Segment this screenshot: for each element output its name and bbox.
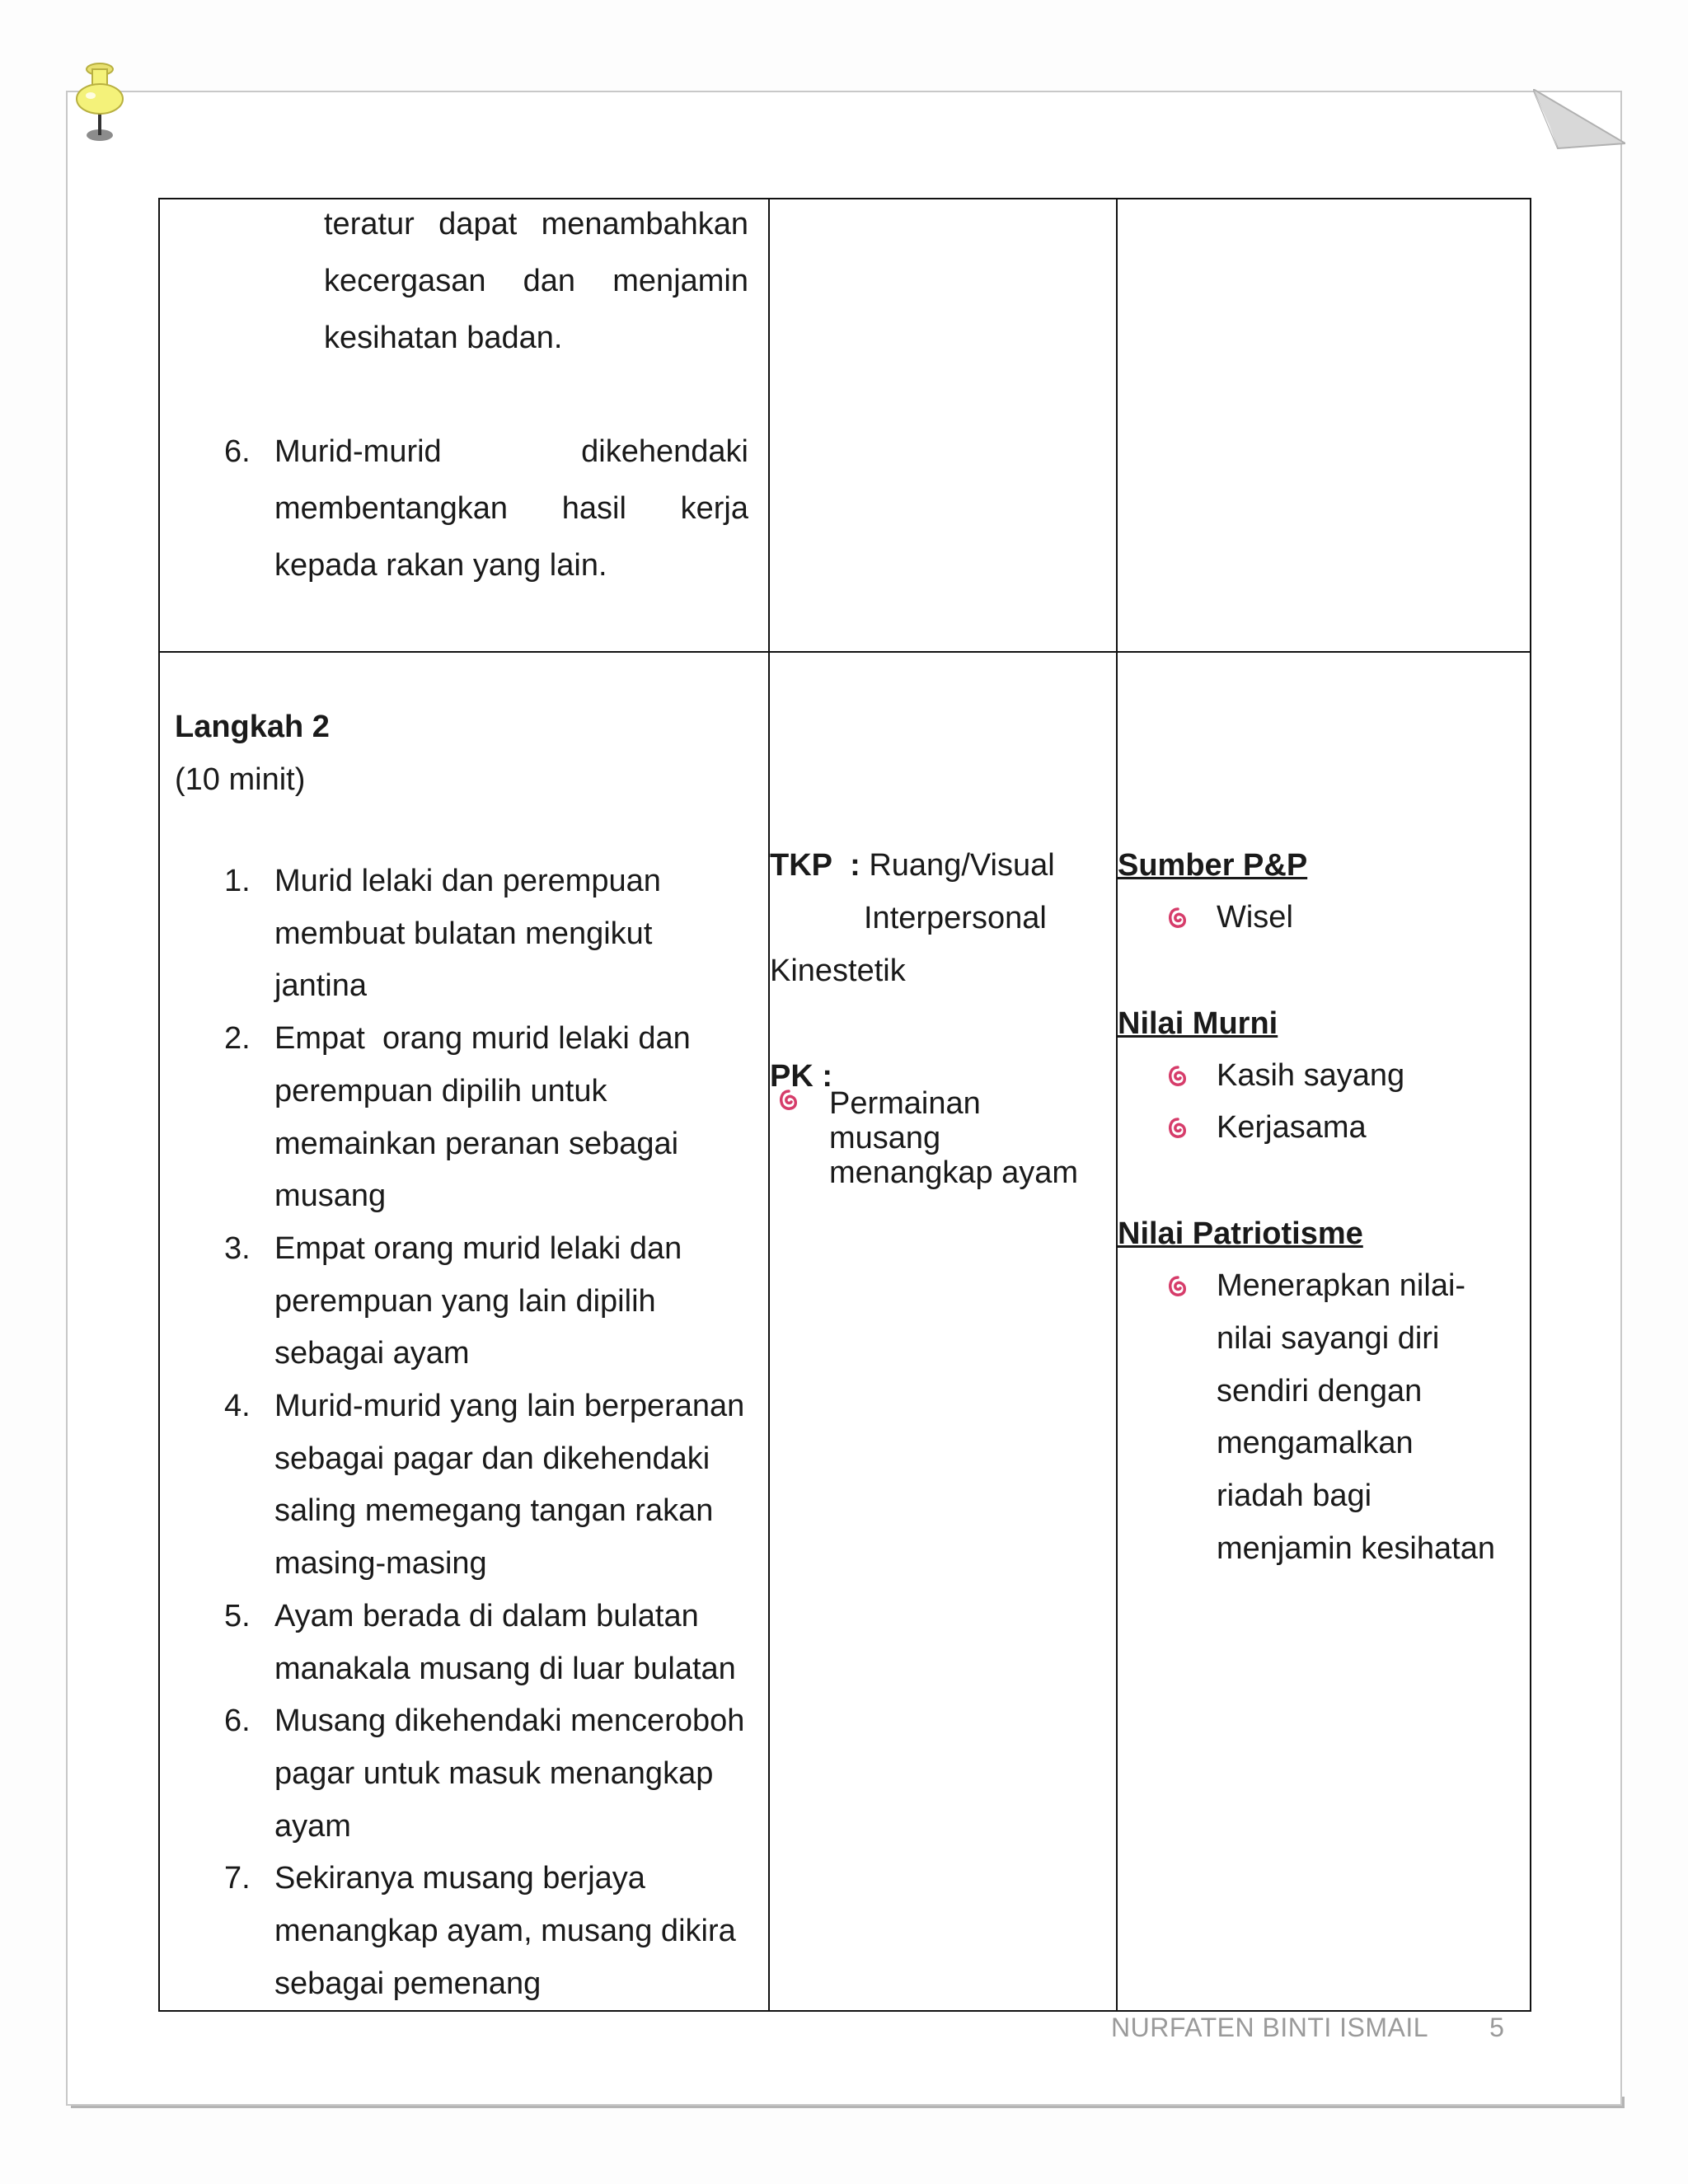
item-line: membentangkan hasil kerja — [274, 491, 748, 526]
item-line: sendiri dengan — [1217, 1373, 1423, 1408]
lesson-plan-table — [158, 198, 1531, 2012]
item-line: Murid-murid dikehendaki — [274, 434, 748, 469]
item-line: kepada rakan yang lain. — [274, 548, 607, 583]
item-text: Wisel — [1217, 900, 1293, 935]
continuation-line: kecergasan dan menjamin — [324, 264, 748, 298]
item-number: 5. — [224, 1598, 251, 1633]
list-item — [160, 1380, 768, 1591]
list-item — [160, 424, 768, 594]
steps-list — [160, 855, 768, 2010]
resources-cell — [1117, 199, 1531, 652]
item-text: Kasih sayang — [1217, 1057, 1405, 1093]
item-line: musang — [274, 1179, 387, 1214]
page-number: 5 — [1489, 2013, 1505, 2042]
item-number: 4. — [224, 1389, 251, 1424]
item-line: pagar untuk masuk menangkap — [274, 1755, 714, 1791]
item-number: 1. — [224, 864, 251, 898]
item-number: 3. — [224, 1230, 251, 1266]
swirl-bullet-icon — [1167, 1274, 1189, 1299]
list-item — [1118, 1260, 1530, 1575]
item-line: Menerapkan nilai- — [1217, 1268, 1466, 1304]
list-item — [1118, 1102, 1530, 1155]
list-item — [160, 1013, 768, 1223]
step-title: Langkah 2 — [175, 710, 330, 744]
item-line: membuat bulatan mengikut jantina — [274, 916, 653, 1004]
list-item — [770, 1086, 1116, 1190]
tkp-colon: : — [850, 848, 860, 883]
notes-cell — [769, 652, 1117, 2011]
list-item — [160, 1591, 768, 1695]
footer-author: NURFATEN BINTI ISMAIL — [1111, 2013, 1429, 2042]
pk-label: PK : — [770, 1059, 832, 1094]
nilai-murni-heading: Nilai Murni — [1118, 1005, 1278, 1041]
item-line: mengamalkan — [1217, 1426, 1414, 1461]
sumber-heading: Sumber P&P — [1118, 848, 1308, 883]
item-line: sebagai ayam — [274, 1336, 470, 1371]
item-line: perempuan dipilih untuk — [274, 1073, 607, 1108]
activity-cell — [159, 652, 769, 2011]
item-line: sebagai pemenang — [274, 1966, 542, 2001]
pk-line: Permainan — [829, 1086, 981, 1121]
tkp-value: Interpersonal — [864, 901, 1047, 935]
swirl-bullet-icon — [1167, 1064, 1189, 1089]
item-line: Sekiranya musang berjaya — [274, 1861, 645, 1896]
item-number: 6. — [224, 1704, 251, 1739]
item-line: Ayam berada di dalam bulatan — [274, 1598, 699, 1633]
patriotisme-heading: Nilai Patriotisme — [1118, 1216, 1363, 1252]
resources-cell — [1117, 652, 1531, 2011]
item-text: Kerjasama — [1217, 1110, 1367, 1146]
step-duration: (10 minit) — [175, 762, 306, 797]
item-number: 2. — [224, 1021, 251, 1057]
pk-line: musang — [829, 1121, 941, 1155]
pk-line: menangkap ayam — [829, 1155, 1079, 1190]
item-line: nilai sayangi diri — [1217, 1320, 1440, 1356]
page-footer — [1111, 2013, 1504, 2043]
list-item — [160, 1223, 768, 1380]
item-line: menjamin kesihatan — [1217, 1530, 1495, 1566]
list-item — [1118, 1050, 1530, 1103]
item-number: 7. — [224, 1861, 251, 1896]
item-line: manakala musang di luar bulatan — [274, 1651, 736, 1686]
table-row — [159, 199, 1531, 652]
item-line: ayam — [274, 1808, 351, 1844]
item-line: Musang dikehendaki menceroboh — [274, 1704, 745, 1739]
swirl-bullet-icon — [1167, 1116, 1189, 1141]
page-fold-corner — [1533, 89, 1625, 155]
list-item — [160, 855, 768, 1013]
continuation-line: kesihatan badan. — [324, 321, 563, 355]
list-item — [1118, 892, 1530, 944]
tkp-value: Ruang/Visual — [869, 848, 1055, 883]
table-row — [159, 652, 1531, 2011]
item-line: sebagai pagar dan dikehendaki — [274, 1441, 710, 1476]
item-line: memainkan peranan sebagai — [274, 1126, 679, 1161]
tkp-block — [770, 839, 1116, 997]
swirl-bullet-icon — [778, 1088, 799, 1113]
list-item — [160, 1695, 768, 1853]
tkp-value: Kinestetik — [770, 954, 906, 988]
item-line: saling memegang tangan rakan — [274, 1493, 714, 1529]
item-line: perempuan yang lain dipilih — [274, 1283, 656, 1319]
item-line: riadah bagi — [1217, 1478, 1372, 1513]
activity-cell — [159, 199, 769, 652]
list-item — [160, 1853, 768, 2010]
notes-cell — [769, 199, 1117, 652]
item-line: masing-masing — [274, 1546, 487, 1582]
pushpin-icon — [73, 61, 127, 143]
item-line: menangkap ayam, musang dikira — [274, 1914, 736, 1949]
swirl-bullet-icon — [1167, 906, 1189, 930]
item-line: Murid-murid yang lain berperanan — [274, 1389, 745, 1424]
item-line: Empat orang murid lelaki dan — [274, 1021, 691, 1057]
tkp-label: TKP — [770, 848, 832, 883]
continuation-line: teratur dapat menambahkan — [324, 207, 748, 241]
item-line: Murid lelaki dan perempuan — [274, 864, 661, 898]
item-number: 6. — [224, 434, 251, 469]
item-line: Empat orang murid lelaki dan — [274, 1230, 682, 1266]
